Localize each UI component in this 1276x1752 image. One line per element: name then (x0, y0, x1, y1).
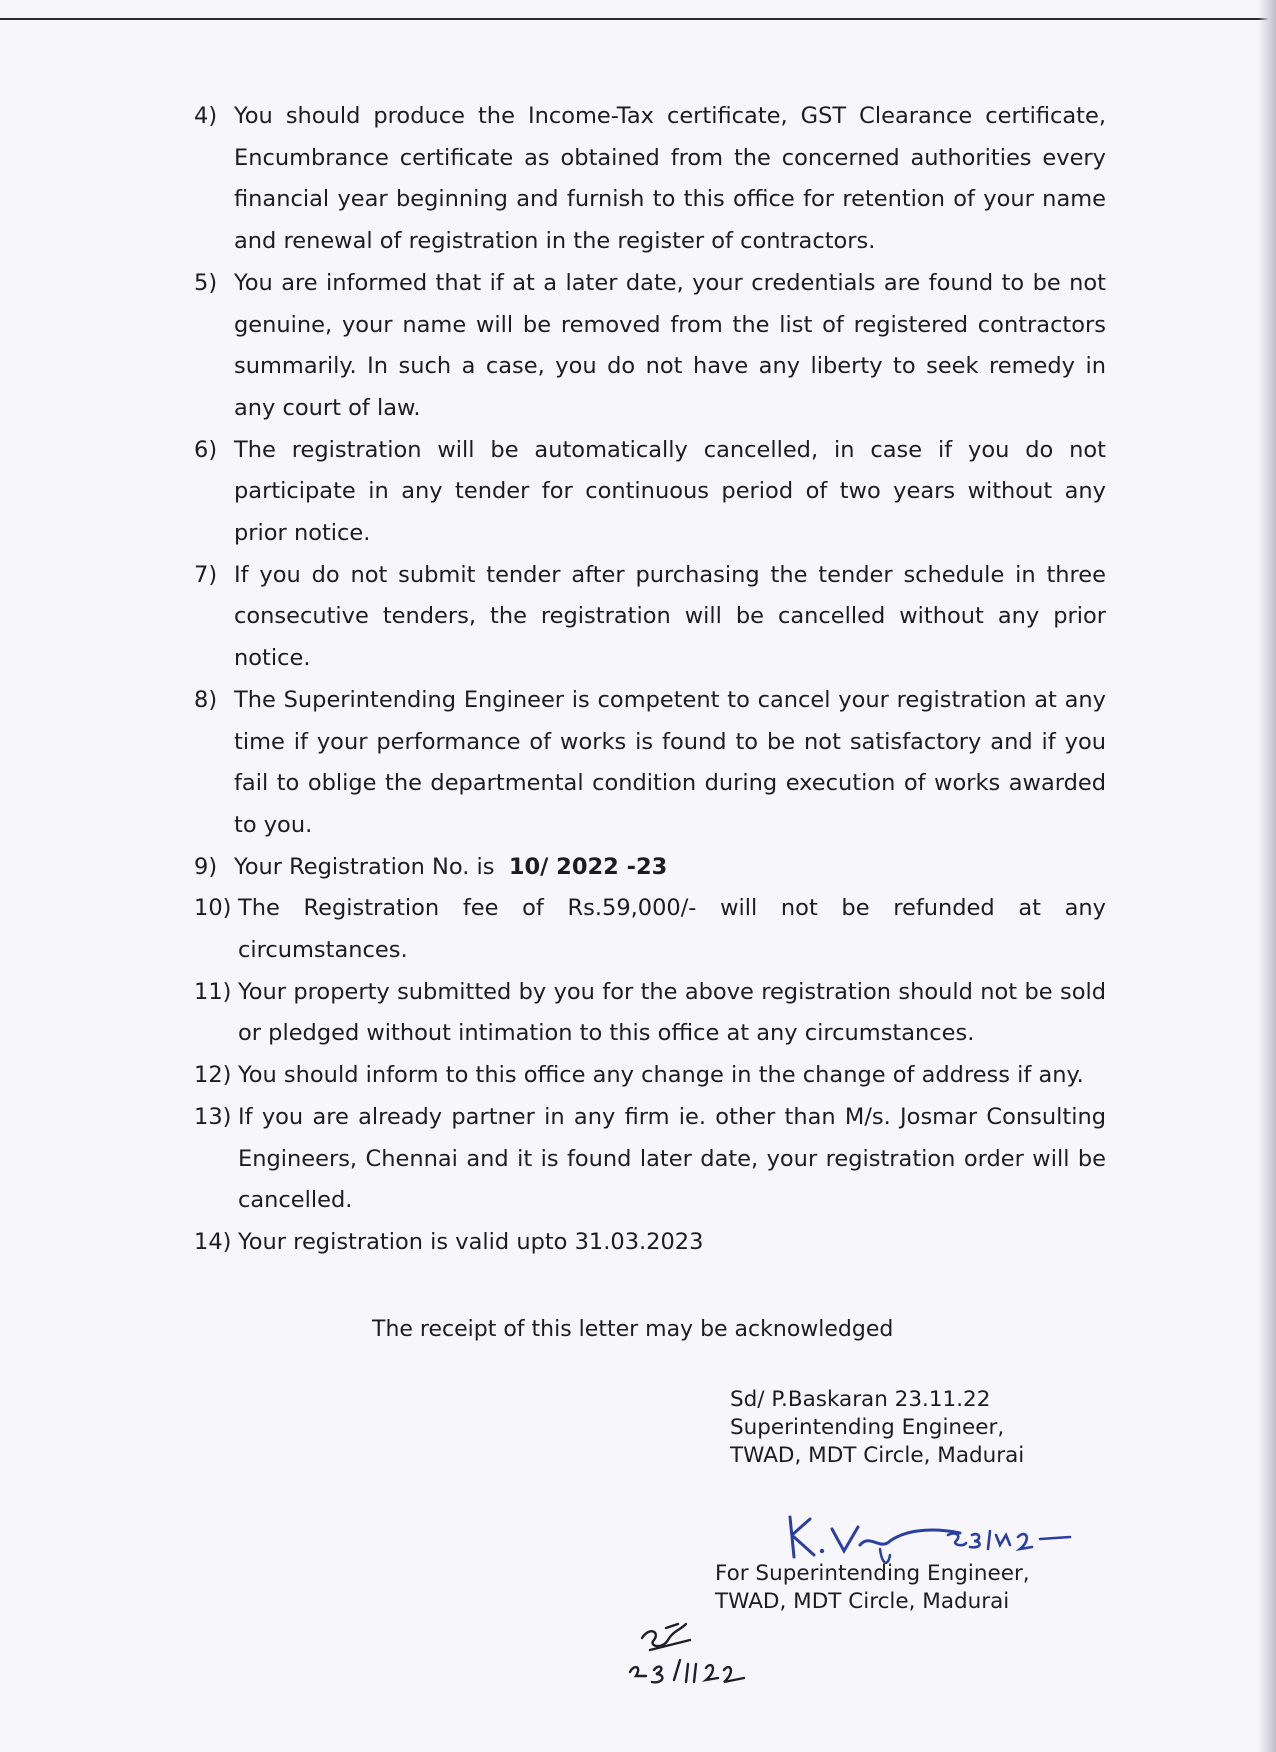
term-10 (194, 888, 1106, 971)
countersign-office: TWAD, MDT Circle, Madurai (715, 1589, 1010, 1614)
term-text: Your registration is valid upto 31.03.2023 (238, 1228, 704, 1255)
term-number: 11) (194, 978, 232, 1005)
term-number: 10) (194, 895, 232, 922)
page-right-edge (1258, 0, 1276, 1752)
term-7 (194, 555, 1106, 680)
term-4 (194, 96, 1106, 263)
term-number: 13) (194, 1103, 232, 1130)
term-text: You should inform to this office any change in the change of address if any. (238, 1062, 1084, 1089)
page-top-edge (0, 18, 1276, 20)
term-number: 6) (194, 436, 218, 463)
term-text: You should produce the Income-Tax certificate, GST Clearance certificate, Encumbrance certificate as obtained from the concerned authorities every financial year beginning and furnish to this office for retention of your name and renewal of registration in the register of contractors. (234, 103, 1106, 255)
term-6 (194, 430, 1106, 555)
term-text: The Registration fee of Rs.59,000/- will not be refunded at any circumstances. (238, 895, 1106, 964)
term-number: 7) (194, 561, 218, 588)
handwritten-initial-date (620, 1610, 760, 1700)
term-number: 4) (194, 103, 218, 129)
term-text: Your property submitted by you for the above registration should not be sold or pledged without intimation to this office at any circumstances. (238, 978, 1106, 1047)
term-number: 9) (194, 853, 218, 880)
term-9 (194, 847, 1106, 889)
term-text: The Superintending Engineer is competent to cancel your registration at any time if your performance of works is found to be not satisfactory and if you fail to oblige the departmental condition during execution of works awarded to you. (234, 686, 1106, 838)
term-11 (194, 972, 1106, 1055)
signatory-block (730, 1386, 1070, 1470)
terms-list (194, 96, 1106, 1264)
term-14 (194, 1222, 1106, 1264)
countersign-block (715, 1560, 1055, 1616)
term-number: 8) (194, 686, 218, 713)
term-5 (194, 263, 1106, 430)
term-number: 14) (194, 1228, 232, 1255)
term-text: If you do not submit tender after purchasing the tender schedule in three consecutive tenders, the registration will be cancelled without any prior notice. (234, 561, 1106, 672)
registration-number: 10/ 2022 -23 (508, 853, 668, 880)
term-number: 12) (194, 1062, 232, 1089)
countersign-title: For Superintending Engineer, (715, 1561, 1030, 1586)
acknowledgement-note: The receipt of this letter may be acknowledged (372, 1317, 894, 1342)
signatory-title: Superintending Engineer, (730, 1415, 1005, 1440)
term-text (234, 847, 1106, 889)
term-text: You are informed that if at a later date, your credentials are found to be not genuine, your name will be removed from the list of registered contractors summarily. In such a case, you do not have any liberty to seek remedy in any court of law. (234, 269, 1106, 421)
term-text: The registration will be automatically cancelled, in case if you do not participate in any tender for continuous period of two years without any prior notice. (234, 436, 1106, 547)
term-13 (194, 1097, 1106, 1222)
signatory-name: Sd/ P.Baskaran 23.11.22 (730, 1387, 991, 1412)
registration-label: Your Registration No. is (234, 853, 495, 880)
term-number: 5) (194, 269, 218, 296)
term-12 (194, 1055, 1106, 1097)
term-text: If you are already partner in any firm ie. other than M/s. Josmar Consulting Engineers, Chennai and it is found later date, your registration order will be cancelled. (238, 1103, 1106, 1214)
term-8 (194, 680, 1106, 847)
signatory-office: TWAD, MDT Circle, Madurai (730, 1443, 1025, 1468)
